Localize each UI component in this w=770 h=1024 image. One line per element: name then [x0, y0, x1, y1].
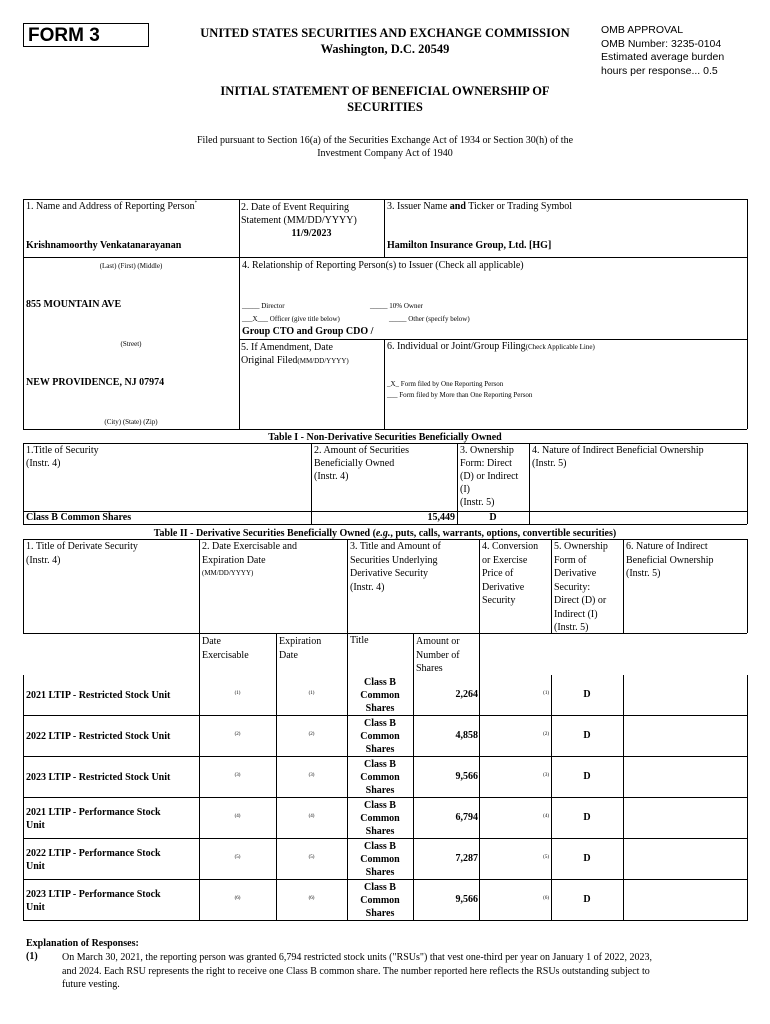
- ten-percent-owner-checkbox[interactable]: _____ 10% Owner: [370, 302, 423, 310]
- date-exercisable-footnote: (5): [234, 855, 241, 860]
- reporting-person-name: Krishnamoorthy Venkatanarayanan: [26, 240, 182, 251]
- multiple-reporting-persons-option[interactable]: ___ Form filed by More than One Reporting Person: [387, 391, 533, 399]
- cell-divider: [23, 675, 24, 716]
- underlying-title-line: Common: [360, 690, 400, 701]
- box2-label: 2. Date of Event Requiring Statement (MM/DD/YYYY): [241, 202, 357, 226]
- table1-row-amount: 15,449: [427, 512, 455, 523]
- underlying-title-line: Common: [360, 854, 400, 865]
- table2-col5-header: 5. Ownership Form of Derivative Security: Direct (D) or Indirect (I) (Instr. 5): [554, 541, 608, 633]
- underlying-security-title: [347, 758, 413, 797]
- omb-line: OMB Number: 3235-0104: [601, 37, 722, 50]
- expiration-date-footnote: (5): [308, 855, 315, 860]
- underlying-title-line: Common: [360, 731, 400, 742]
- table2-col6-header: 6. Nature of Indirect Beneficial Ownership (Instr. 5): [626, 541, 714, 579]
- table2-sub-amount: Amount or Number of Shares: [416, 636, 460, 674]
- ownership-form: D: [583, 812, 591, 823]
- cell-divider: [623, 716, 624, 757]
- table2-sub-date-exercisable: Date Exercisable: [202, 636, 249, 661]
- underlying-title-line: Shares: [365, 703, 395, 714]
- other-checkbox[interactable]: _____ Other (specify below): [389, 315, 470, 323]
- one-reporting-person-option[interactable]: _X_ Form filed by One Reporting Person: [387, 380, 504, 388]
- cell-divider: [747, 798, 748, 839]
- cell-divider: [747, 757, 748, 798]
- filed-line: Investment Company Act of 1940: [317, 148, 453, 159]
- row-divider: [23, 879, 747, 880]
- table1-row-form: D: [489, 512, 497, 523]
- table2-col3-header: 3. Title and Amount of Securities Underlying Derivative Security (Instr. 4): [350, 541, 441, 593]
- derivative-title-line: 2023 LTIP - Performance Stock: [26, 889, 161, 900]
- row-divider: [23, 920, 747, 921]
- ownership-form: D: [583, 853, 591, 864]
- officer-checkbox[interactable]: ___X___ Officer (give title below): [242, 315, 340, 323]
- ownership-form: D: [583, 771, 591, 782]
- footnote-marker: (1): [26, 951, 38, 962]
- underlying-amount: 2,264: [455, 689, 478, 700]
- box5-label: 5. If Amendment, Date Original Filed(MM/DD/YYYY): [241, 342, 349, 366]
- cell-divider: [23, 880, 24, 921]
- derivative-title: [26, 847, 196, 873]
- underlying-amount: 4,858: [455, 730, 478, 741]
- underlying-security-title: [347, 840, 413, 879]
- underlying-security-title: [347, 799, 413, 838]
- underlying-amount: 9,566: [455, 771, 478, 782]
- underlying-title-line: Class B: [364, 841, 396, 852]
- table2-col2-header: 2. Date Exercisable and Expiration Date (MM/DD/YYYY): [202, 541, 297, 577]
- expiration-date-footnote: (2): [308, 732, 315, 737]
- agency-location: Washington, D.C. 20549: [320, 42, 450, 56]
- derivative-title-line: 2021 LTIP - Restricted Stock Unit: [26, 690, 171, 701]
- omb-line: Estimated average burden: [601, 51, 725, 63]
- reporting-person-street: 855 MOUNTAIN AVE: [26, 299, 122, 310]
- derivative-title-line: Unit: [26, 902, 45, 913]
- expiration-date-footnote: (6): [308, 896, 315, 901]
- date-exercisable-footnote: (6): [234, 896, 241, 901]
- underlying-title-line: Shares: [365, 867, 395, 878]
- cell-divider: [623, 675, 624, 716]
- table2-col1-header: 1. Title of Derivate Security (Instr. 4): [26, 541, 138, 566]
- cell-divider: [747, 880, 748, 921]
- officer-title: Group CTO and Group CDO /: [242, 326, 374, 337]
- row-divider: [23, 797, 747, 798]
- city-caption: (City) (State) (Zip): [104, 418, 158, 426]
- table1-row-title: Class B Common Shares: [26, 512, 132, 523]
- cell-divider: [23, 839, 24, 880]
- underlying-title-line: Common: [360, 772, 400, 783]
- date-exercisable-footnote: (3): [234, 773, 241, 778]
- agency-name: UNITED STATES SECURITIES AND EXCHANGE COMMISSION: [200, 26, 570, 40]
- issuer-name: Hamilton Insurance Group, Ltd. [HG]: [387, 240, 552, 251]
- expiration-date-footnote: (4): [308, 814, 315, 819]
- director-checkbox[interactable]: _____ Director: [242, 302, 285, 310]
- underlying-title-line: Shares: [365, 785, 395, 796]
- table2-sub-expiration-date: Expiration Date: [279, 636, 322, 661]
- ownership-form: D: [583, 689, 591, 700]
- omb-approval-box: [601, 24, 724, 78]
- underlying-title-line: Class B: [364, 800, 396, 811]
- expiration-date-footnote: (3): [308, 773, 315, 778]
- date-exercisable-footnote: (1): [234, 691, 241, 696]
- street-caption: (Street): [120, 340, 142, 348]
- derivative-title: [26, 771, 196, 784]
- underlying-title-line: Shares: [365, 908, 395, 919]
- omb-line: hours per response... 0.5: [601, 64, 718, 77]
- title-line: INITIAL STATEMENT OF BENEFICIAL OWNERSHIP OF: [220, 84, 550, 98]
- cell-divider: [747, 716, 748, 757]
- cell-divider: [747, 839, 748, 880]
- table1-col4-header: 4. Nature of Indirect Beneficial Ownership (Instr. 5): [532, 445, 704, 469]
- conversion-price-footnote: (5): [543, 855, 549, 860]
- underlying-title-line: Class B: [364, 882, 396, 893]
- table1-col3-header: 3. Ownership Form: Direct (D) or Indirect (I) (Instr. 5): [460, 445, 519, 508]
- cell-divider: [23, 798, 24, 839]
- conversion-price-footnote: (6): [543, 896, 549, 901]
- underlying-amount: 7,287: [455, 853, 478, 864]
- reporting-person-city: NEW PROVIDENCE, NJ 07974: [26, 377, 165, 388]
- cell-divider: [623, 798, 624, 839]
- table1-col1-header: 1.Title of Security (Instr. 4): [26, 445, 99, 469]
- box6-label: 6. Individual or Joint/Group Filing(Check Applicable Line): [387, 341, 595, 352]
- footnote-1-text: On March 30, 2021, the reporting person was granted 6,794 restricted stock units ("RSUs") that vest one-third per year on January 1 of 2022, 2023, and 2024. Each RSU represents the right to receive one Class B common share. The number reported here reflects the RSUs outstanding subject to future vesting.: [62, 952, 652, 990]
- derivative-title: [26, 689, 196, 702]
- title-line: SECURITIES: [347, 100, 423, 114]
- omb-line: OMB APPROVAL: [601, 24, 684, 36]
- derivative-title-line: 2022 LTIP - Performance Stock: [26, 848, 161, 859]
- cell-divider: [623, 839, 624, 880]
- filed-line: Filed pursuant to Section 16(a) of the Securities Exchange Act of 1934 or Section 30(h) of the: [196, 135, 574, 146]
- box3-label: 3. Issuer Name and Ticker or Trading Symbol: [387, 201, 573, 212]
- derivative-title-line: 2023 LTIP - Restricted Stock Unit: [26, 772, 171, 783]
- derivative-title-line: 2022 LTIP - Restricted Stock Unit: [26, 731, 171, 742]
- table2-col4-header: 4. Conversion or Exercise Price of Derivative Security: [482, 541, 539, 606]
- derivative-title-line: Unit: [26, 820, 45, 831]
- cell-divider: [747, 675, 748, 716]
- explanation-heading: Explanation of Responses:: [26, 938, 139, 949]
- derivative-title: [26, 806, 196, 832]
- underlying-amount: 9,566: [455, 894, 478, 905]
- conversion-price-footnote: (4): [543, 814, 549, 819]
- date-exercisable-footnote: (4): [234, 814, 241, 819]
- underlying-title-line: Common: [360, 813, 400, 824]
- table2-title: Table II - Derivative Securities Beneficially Owned (e.g., puts, calls, warrants, options, convertible securities): [153, 528, 617, 539]
- ownership-form: D: [583, 730, 591, 741]
- underlying-security-title: [347, 881, 413, 920]
- name-caption: (Last) (First) (Middle): [99, 262, 163, 270]
- filed-pursuant-note: [120, 134, 650, 160]
- underlying-title-line: Class B: [364, 677, 396, 688]
- row-divider: [23, 715, 747, 716]
- date-exercisable-footnote: (2): [234, 732, 241, 737]
- row-divider: [23, 756, 747, 757]
- expiration-date-footnote: (1): [308, 691, 315, 696]
- cell-divider: [23, 716, 24, 757]
- derivative-title: [26, 888, 196, 914]
- underlying-title-line: Class B: [364, 759, 396, 770]
- derivative-title-line: Unit: [26, 861, 45, 872]
- cell-divider: [623, 880, 624, 921]
- cell-divider: [23, 757, 24, 798]
- underlying-security-title: [347, 717, 413, 756]
- derivative-title-line: 2021 LTIP - Performance Stock: [26, 807, 161, 818]
- underlying-title-line: Common: [360, 895, 400, 906]
- header-agency-block: [170, 25, 600, 57]
- ownership-form: D: [583, 894, 591, 905]
- underlying-title-line: Shares: [365, 826, 395, 837]
- conversion-price-footnote: (3): [543, 773, 549, 778]
- form-label: FORM 3: [23, 23, 149, 47]
- underlying-security-title: [347, 676, 413, 715]
- underlying-title-line: Class B: [364, 718, 396, 729]
- box1-label: 1. Name and Address of Reporting Person*: [26, 201, 198, 212]
- table2-sub-title: Title: [350, 635, 369, 646]
- cell-divider: [623, 757, 624, 798]
- table1-title: Table I - Non-Derivative Securities Beneficially Owned: [268, 432, 502, 443]
- conversion-price-footnote: (2): [543, 732, 549, 737]
- conversion-price-footnote: (1): [543, 691, 549, 696]
- table1-col2-header: 2. Amount of Securities Beneficially Owned (Instr. 4): [314, 445, 409, 482]
- derivative-title: [26, 730, 196, 743]
- underlying-amount: 6,794: [455, 812, 478, 823]
- event-date: 11/9/2023: [291, 228, 332, 239]
- box4-label: 4. Relationship of Reporting Person(s) to Issuer (Check all applicable): [242, 260, 524, 271]
- row-divider: [23, 838, 747, 839]
- underlying-title-line: Shares: [365, 744, 395, 755]
- document-title: [170, 83, 600, 115]
